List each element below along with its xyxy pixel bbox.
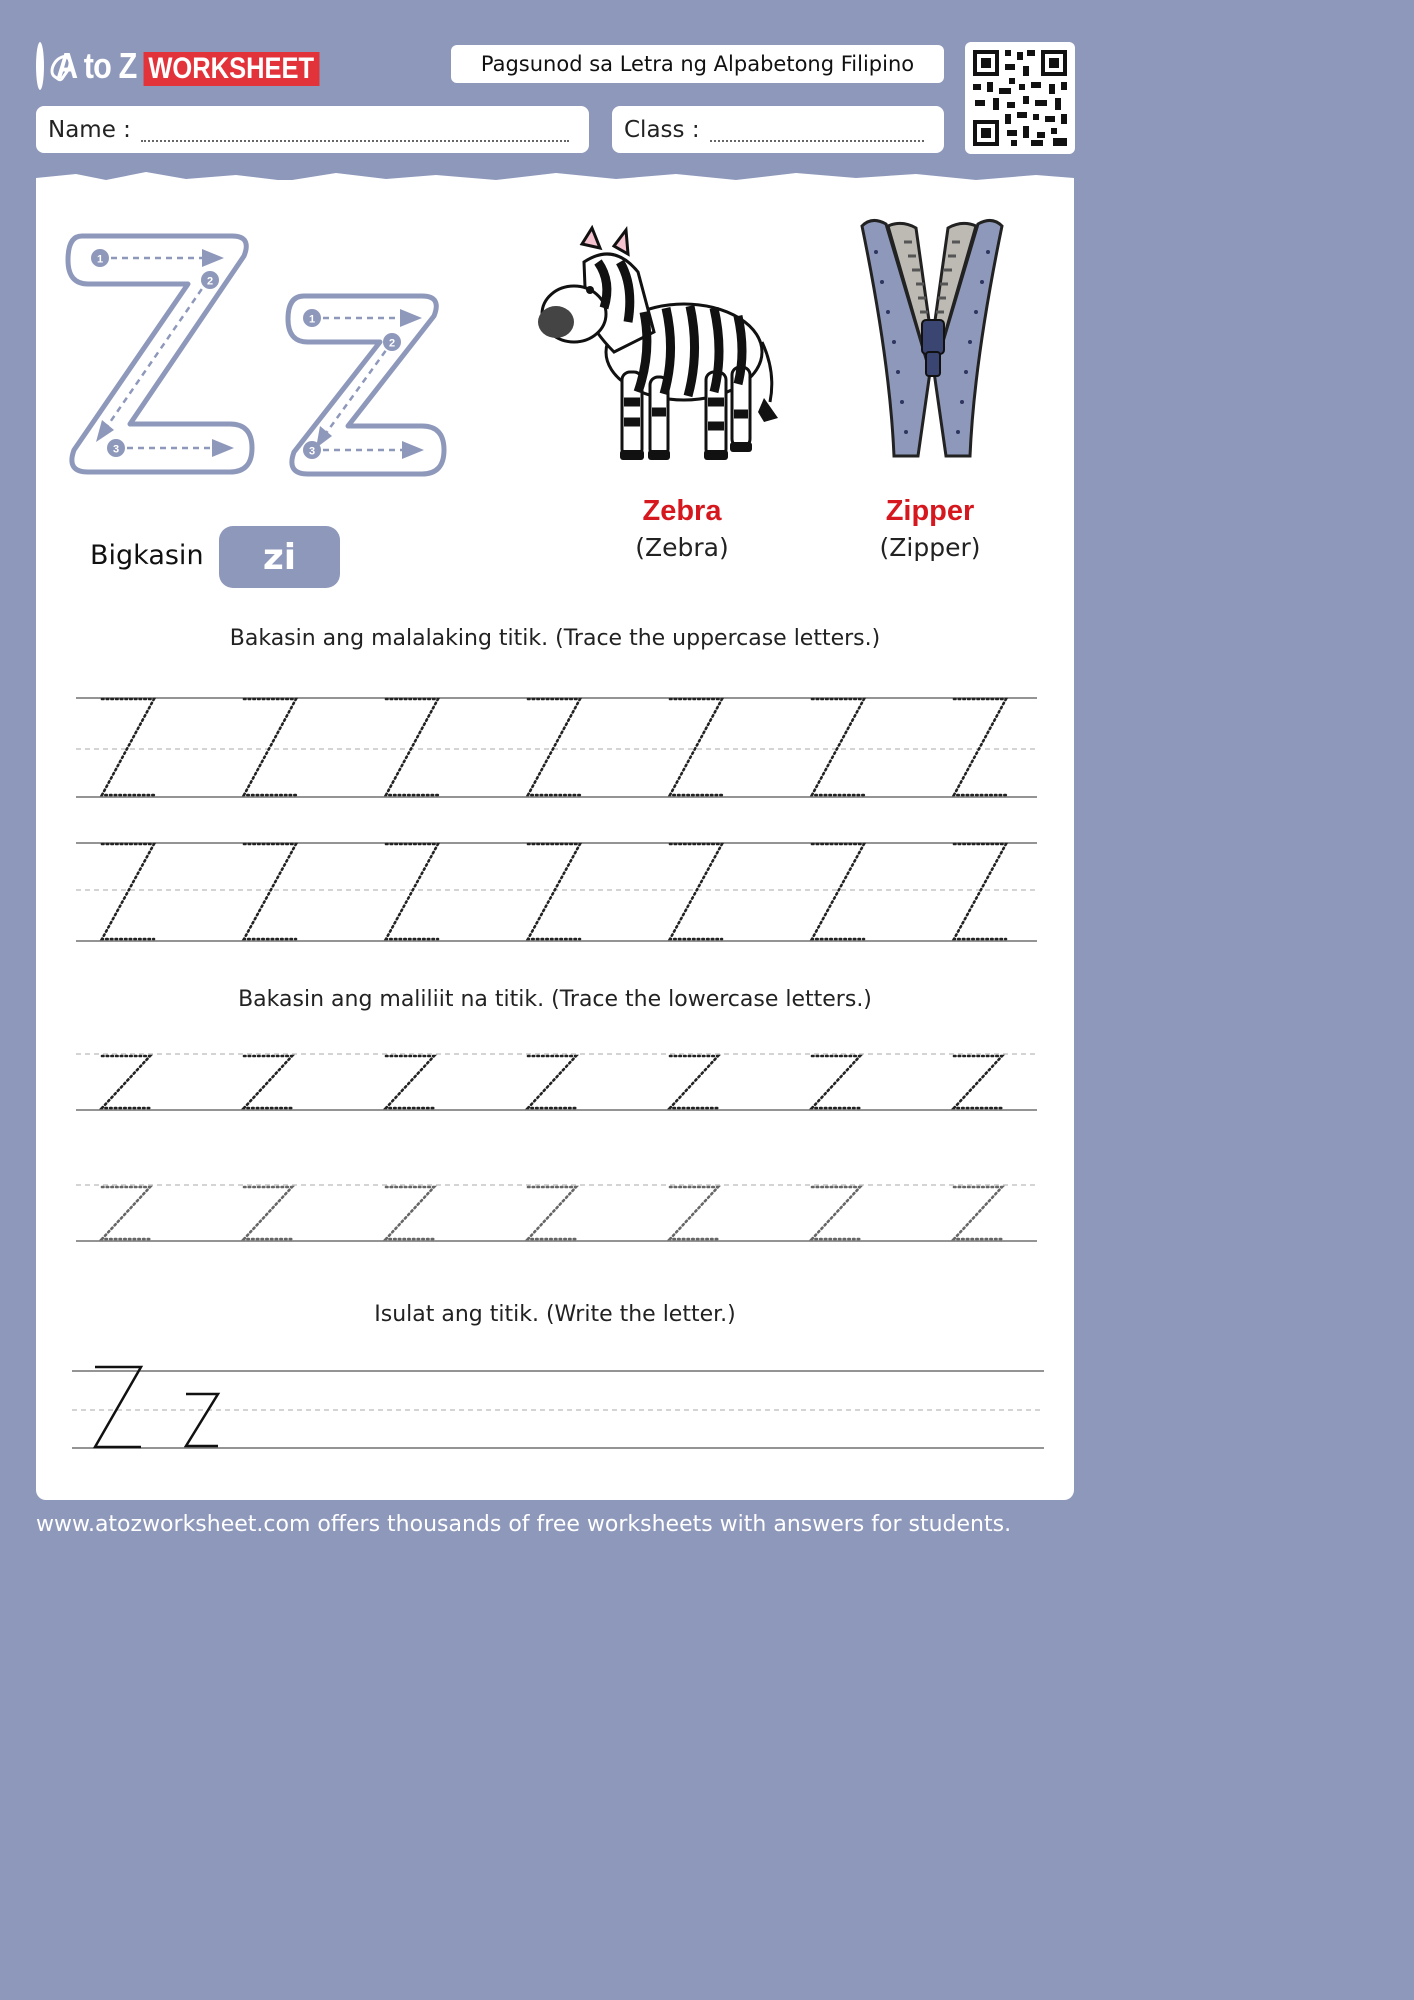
trace-lowercase-z bbox=[102, 1056, 150, 1108]
zipper-word: Zipper bbox=[885, 495, 975, 527]
zebra-word: Zebra bbox=[642, 495, 722, 527]
trace-lowercase-z bbox=[386, 1056, 434, 1108]
example-lowercase-z bbox=[186, 1394, 218, 1446]
logo-text: A to Z bbox=[56, 45, 137, 86]
logo-tag: WORKSHEET bbox=[143, 52, 319, 86]
stroke-number: 2 bbox=[206, 275, 214, 288]
trace-uppercase-z bbox=[102, 699, 154, 795]
trace-lowercase-z bbox=[528, 1056, 576, 1108]
pronounce-sound: zi bbox=[219, 526, 340, 588]
footer-site-link[interactable]: www.atozworksheet.com bbox=[36, 1512, 311, 1537]
trace-lowercase-z bbox=[528, 1187, 576, 1239]
stroke-number: 3 bbox=[112, 443, 120, 456]
lowercase-instruction: Bakasin ang maliliit na titik. (Trace the lowercase letters.) bbox=[238, 987, 872, 1012]
trace-lowercase-z bbox=[954, 1187, 1002, 1239]
trace-uppercase-z bbox=[244, 844, 296, 939]
stroke-number: 1 bbox=[308, 313, 316, 326]
class-label: Class : bbox=[624, 116, 700, 143]
trace-lowercase-z bbox=[670, 1187, 718, 1239]
stroke-number: 3 bbox=[308, 445, 316, 458]
trace-uppercase-z bbox=[812, 699, 864, 795]
trace-uppercase-z bbox=[102, 844, 154, 939]
trace-lowercase-z bbox=[812, 1187, 860, 1239]
trace-uppercase-z bbox=[670, 844, 722, 939]
zipper-translation: (Zipper) bbox=[879, 533, 981, 562]
trace-uppercase-z bbox=[670, 699, 722, 795]
trace-uppercase-z bbox=[812, 844, 864, 939]
example-uppercase-z bbox=[95, 1367, 141, 1447]
stroke-number: 2 bbox=[388, 337, 396, 350]
trace-lowercase-z bbox=[244, 1056, 292, 1108]
trace-lowercase-z bbox=[812, 1056, 860, 1108]
trace-uppercase-z bbox=[954, 844, 1006, 939]
trace-lowercase-z bbox=[102, 1187, 150, 1239]
footer-message: offers thousands of free worksheets with answers for students. bbox=[310, 1512, 1012, 1537]
trace-uppercase-z bbox=[244, 699, 296, 795]
worksheet-title: Pagsunod sa Letra ng Alpabetong Filipino bbox=[451, 45, 944, 83]
uppercase-instruction: Bakasin ang malalaking titik. (Trace the uppercase letters.) bbox=[229, 626, 881, 651]
name-label: Name : bbox=[48, 116, 131, 143]
zebra-translation: (Zebra) bbox=[635, 533, 729, 562]
trace-uppercase-z bbox=[528, 699, 580, 795]
trace-uppercase-z bbox=[386, 699, 438, 795]
write-instruction: Isulat ang titik. (Write the letter.) bbox=[374, 1302, 736, 1327]
footer-text bbox=[36, 1512, 1011, 1537]
trace-lowercase-z bbox=[386, 1187, 434, 1239]
trace-uppercase-z bbox=[386, 844, 438, 939]
pronounce-label: Bigkasin bbox=[90, 540, 204, 571]
trace-lowercase-z bbox=[954, 1056, 1002, 1108]
trace-uppercase-z bbox=[528, 844, 580, 939]
stroke-number: 1 bbox=[96, 253, 104, 266]
trace-lowercase-z bbox=[244, 1187, 292, 1239]
trace-lowercase-z bbox=[670, 1056, 718, 1108]
trace-uppercase-z bbox=[954, 699, 1006, 795]
